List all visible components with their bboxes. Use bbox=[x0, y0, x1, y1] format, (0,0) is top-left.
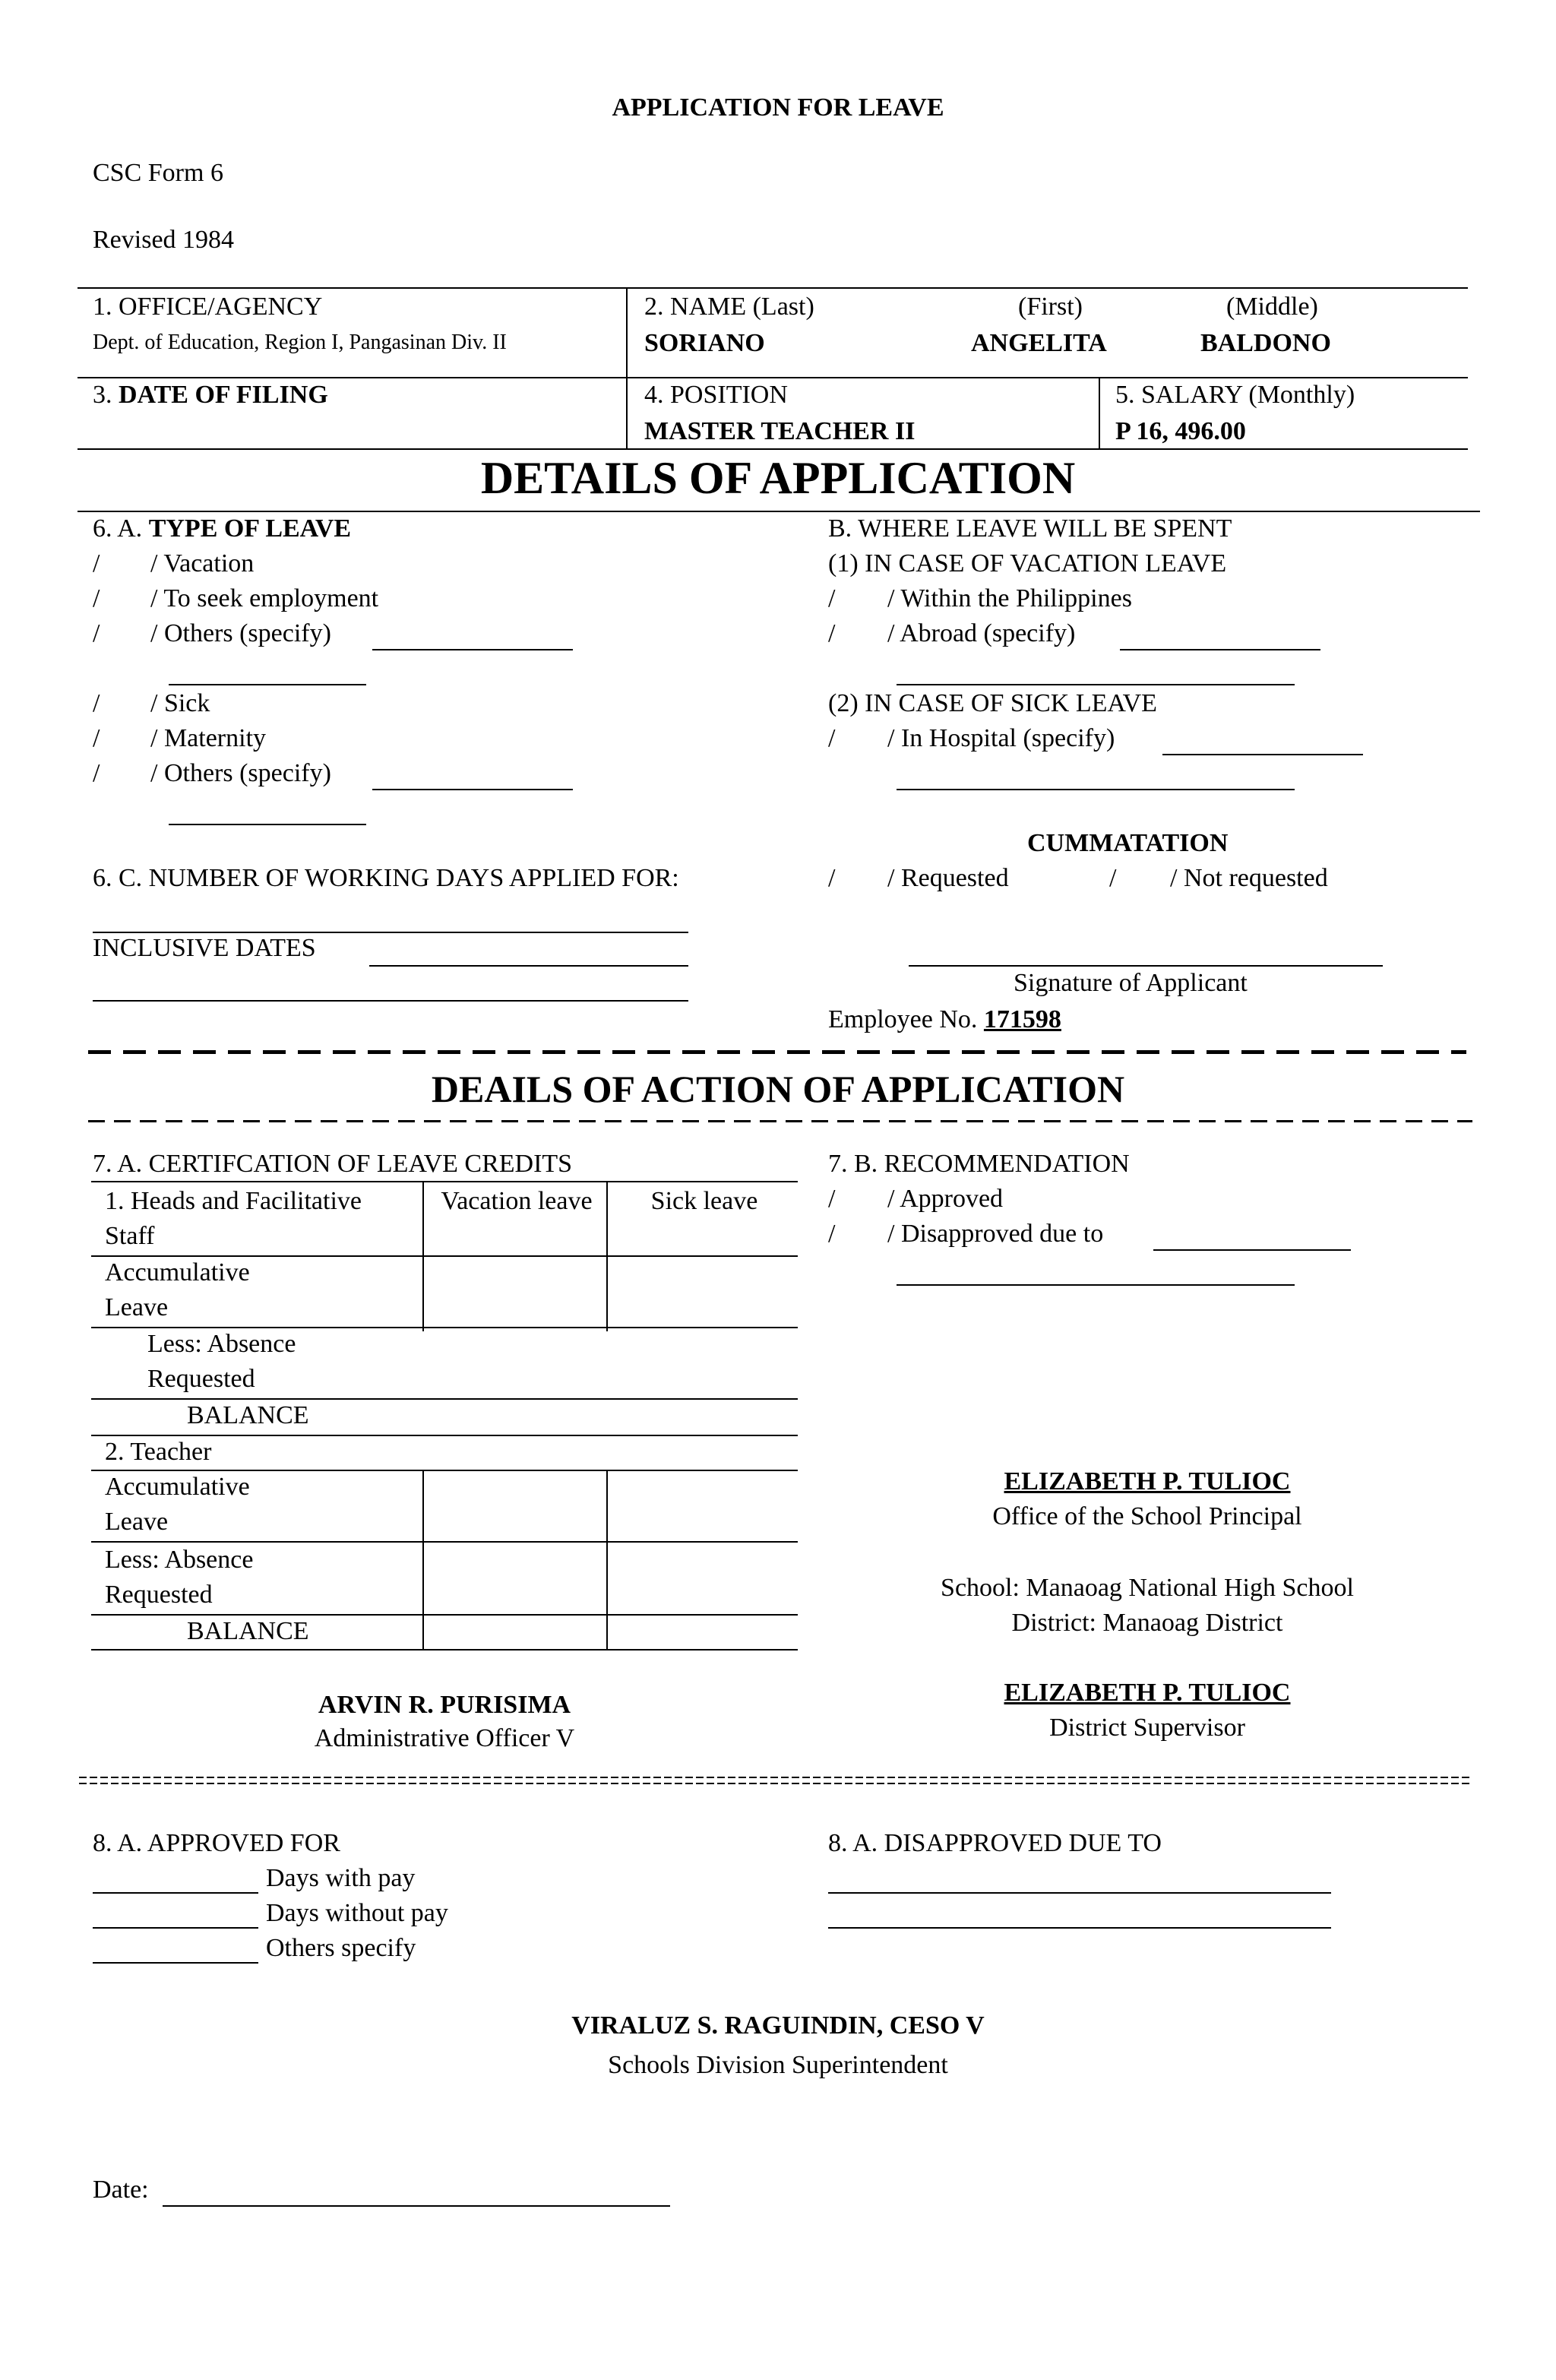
table-col-1b bbox=[422, 1470, 424, 1650]
principal-name: ELIZABETH P. TULIOC bbox=[1004, 1467, 1291, 1495]
double-divider-bottom bbox=[79, 1783, 1469, 1784]
option-not-requested[interactable]: / Not requested bbox=[1170, 864, 1328, 892]
option-abroad[interactable]: / Abroad (specify) bbox=[887, 619, 1076, 647]
type-prefix: 6. A. bbox=[93, 514, 149, 543]
cert-label: 7. A. CERTIFCATION OF LEAVE CREDITS bbox=[93, 1150, 573, 1178]
row-less-absence-1: Less: Absence Requested bbox=[147, 1330, 296, 1393]
working-days-field[interactable] bbox=[93, 910, 688, 933]
rule-mid bbox=[77, 377, 1468, 378]
others-specify-field[interactable] bbox=[93, 1941, 258, 1964]
last-name: SORIANO bbox=[644, 329, 765, 357]
date-label-text: DATE OF FILING bbox=[119, 381, 328, 409]
superintendent-title: Schools Division Superintendent bbox=[608, 2051, 948, 2079]
inclusive-dates-label: INCLUSIVE DATES bbox=[93, 934, 316, 962]
others-sick-field[interactable] bbox=[372, 767, 573, 790]
disapproved-reason-field-2[interactable] bbox=[897, 1263, 1295, 1286]
others-specify-label: Others specify bbox=[266, 1934, 416, 1962]
date-label: Date: bbox=[93, 2176, 149, 2204]
option-within-ph[interactable]: / Within the Philippines bbox=[887, 584, 1132, 612]
option-vacation[interactable]: / Vacation bbox=[150, 549, 255, 578]
name-last-label: 2. NAME (Last) bbox=[644, 293, 814, 321]
signature-label: Signature of Applicant bbox=[1014, 969, 1248, 997]
admin-officer-name: ARVIN R. PURISIMA bbox=[318, 1691, 571, 1719]
sick-case-label: (2) IN CASE OF SICK LEAVE bbox=[828, 689, 1157, 717]
employee-no-label: Employee No. bbox=[828, 1005, 984, 1033]
table-col-2a bbox=[606, 1181, 608, 1331]
employee-no-value: 171598 bbox=[983, 1005, 1061, 1033]
admin-officer-title: Administrative Officer V bbox=[314, 1724, 575, 1752]
office-value: Dept. of Education, Region I, Pangasinan Div. II bbox=[93, 331, 507, 354]
form-title: APPLICATION FOR LEAVE bbox=[612, 93, 944, 122]
signature-line[interactable] bbox=[909, 944, 1383, 967]
table-col-2b bbox=[606, 1470, 608, 1650]
date-of-filing-label bbox=[93, 380, 328, 410]
revised-date: Revised 1984 bbox=[93, 226, 235, 254]
rule-vertical-1 bbox=[626, 287, 628, 450]
mark-abroad[interactable]: / bbox=[828, 619, 836, 647]
disapproved-due-field-2[interactable] bbox=[828, 1906, 1331, 1929]
recommendation-label: 7. B. RECOMMENDATION bbox=[828, 1150, 1130, 1178]
section-divider-thick bbox=[88, 1050, 1466, 1054]
option-requested[interactable]: / Requested bbox=[887, 864, 1009, 892]
vacation-case-label: (1) IN CASE OF VACATION LEAVE bbox=[828, 549, 1227, 578]
table-rule-bottom bbox=[91, 1649, 798, 1650]
position-value: MASTER TEACHER II bbox=[644, 417, 916, 445]
disapproved-due-label: 8. A. DISAPPROVED DUE TO bbox=[828, 1829, 1162, 1857]
rule-top bbox=[77, 287, 1468, 289]
days-without-pay-label: Days without pay bbox=[266, 1899, 448, 1927]
option-in-hospital[interactable]: / In Hospital (specify) bbox=[887, 724, 1115, 752]
mark-requested[interactable]: / bbox=[828, 864, 836, 892]
in-hospital-field[interactable] bbox=[1162, 733, 1363, 755]
details-rule bbox=[77, 511, 1480, 512]
form-number: CSC Form 6 bbox=[93, 159, 223, 187]
approved-for-label: 8. A. APPROVED FOR bbox=[93, 1829, 340, 1857]
mark-sick[interactable]: / bbox=[93, 689, 100, 717]
row-balance-2: BALANCE bbox=[187, 1617, 309, 1645]
supervisor-name: ELIZABETH P. TULIOC bbox=[1004, 1679, 1291, 1707]
option-seek-employment[interactable]: / To seek employment bbox=[150, 584, 379, 612]
table-col-1a bbox=[422, 1181, 424, 1331]
mark-others-sick[interactable]: / bbox=[93, 759, 100, 787]
working-days-label: 6. C. NUMBER OF WORKING DAYS APPLIED FOR: bbox=[93, 864, 679, 892]
mark-vacation[interactable]: / bbox=[93, 549, 100, 578]
details-heading: DETAILS OF APPLICATION bbox=[480, 453, 1076, 503]
action-heading: DEAILS OF ACTION OF APPLICATION bbox=[431, 1068, 1125, 1110]
cummatation-label: CUMMATATION bbox=[1027, 829, 1229, 857]
salary-label: 5. SALARY (Monthly) bbox=[1115, 381, 1355, 409]
in-hospital-field-2[interactable] bbox=[897, 767, 1295, 790]
mark-within-ph[interactable]: / bbox=[828, 584, 836, 612]
row-teacher: 2. Teacher bbox=[105, 1438, 212, 1466]
double-divider-top bbox=[79, 1777, 1469, 1778]
others-vacation-field[interactable] bbox=[372, 628, 573, 650]
abroad-field[interactable] bbox=[1120, 628, 1320, 650]
date-field[interactable] bbox=[163, 2184, 670, 2207]
others-sick-field-2[interactable] bbox=[169, 802, 366, 825]
type-label-text: TYPE OF LEAVE bbox=[148, 514, 352, 543]
option-others-sick[interactable]: / Others (specify) bbox=[150, 759, 331, 787]
days-with-pay-label: Days with pay bbox=[266, 1864, 416, 1892]
row-accumulative-1: Accumulative Leave bbox=[105, 1258, 250, 1321]
col-sick-leave: Sick leave bbox=[650, 1187, 758, 1215]
inclusive-dates-field[interactable] bbox=[369, 944, 688, 967]
name-first-label: (First) bbox=[1018, 293, 1083, 321]
principal-title: Office of the School Principal bbox=[992, 1502, 1302, 1530]
employee-number bbox=[828, 1005, 1061, 1035]
first-name: ANGELITA bbox=[971, 329, 1107, 357]
mark-approved[interactable]: / bbox=[828, 1185, 836, 1213]
section-divider-thin bbox=[88, 1120, 1472, 1122]
row-balance-1: BALANCE bbox=[187, 1401, 309, 1429]
date-label-prefix: 3. bbox=[93, 381, 119, 409]
row-less-absence-2: Less: Absence Requested bbox=[105, 1546, 254, 1609]
mark-seek-employment[interactable]: / bbox=[93, 584, 100, 612]
row-heads-staff: 1. Heads and Facilitative Staff bbox=[105, 1187, 362, 1250]
row-accumulative-2: Accumulative Leave bbox=[105, 1473, 250, 1536]
option-disapproved[interactable]: / Disapproved due to bbox=[887, 1220, 1104, 1248]
mark-not-requested[interactable]: / bbox=[1109, 864, 1117, 892]
position-label: 4. POSITION bbox=[644, 381, 788, 409]
others-vacation-field-2[interactable] bbox=[169, 663, 366, 685]
mark-in-hospital[interactable]: / bbox=[828, 724, 836, 752]
type-of-leave-label bbox=[93, 514, 351, 544]
supervisor-title: District Supervisor bbox=[1049, 1714, 1245, 1742]
table-rule-top bbox=[91, 1181, 798, 1182]
abroad-field-2[interactable] bbox=[897, 663, 1295, 685]
option-others-vacation[interactable]: / Others (specify) bbox=[150, 619, 331, 647]
disapproved-due-field[interactable] bbox=[828, 1871, 1331, 1894]
office-label: 1. OFFICE/AGENCY bbox=[93, 293, 323, 321]
mark-maternity[interactable]: / bbox=[93, 724, 100, 752]
option-maternity[interactable]: / Maternity bbox=[150, 724, 267, 752]
salary-value: P 16, 496.00 bbox=[1115, 417, 1246, 445]
mark-disapproved[interactable]: / bbox=[828, 1220, 836, 1248]
where-leave-label: B. WHERE LEAVE WILL BE SPENT bbox=[828, 514, 1232, 543]
days-without-pay-field[interactable] bbox=[93, 1906, 258, 1929]
inclusive-dates-field-2[interactable] bbox=[93, 979, 688, 1002]
mark-others-vacation[interactable]: / bbox=[93, 619, 100, 647]
superintendent-name: VIRALUZ S. RAGUINDIN, CESO V bbox=[571, 2011, 985, 2040]
rule-vertical-2 bbox=[1099, 377, 1100, 450]
middle-name: BALDONO bbox=[1200, 329, 1331, 357]
option-approved[interactable]: / Approved bbox=[887, 1185, 1004, 1213]
disapproved-reason-field[interactable] bbox=[1153, 1228, 1351, 1251]
option-sick[interactable]: / Sick bbox=[150, 689, 210, 717]
name-middle-label: (Middle) bbox=[1226, 293, 1318, 321]
days-with-pay-field[interactable] bbox=[93, 1871, 258, 1894]
school-name: School: Manaoag National High School bbox=[941, 1574, 1354, 1602]
district-name: District: Manaoag District bbox=[1011, 1609, 1283, 1637]
col-vacation-leave: Vacation leave bbox=[441, 1187, 593, 1215]
